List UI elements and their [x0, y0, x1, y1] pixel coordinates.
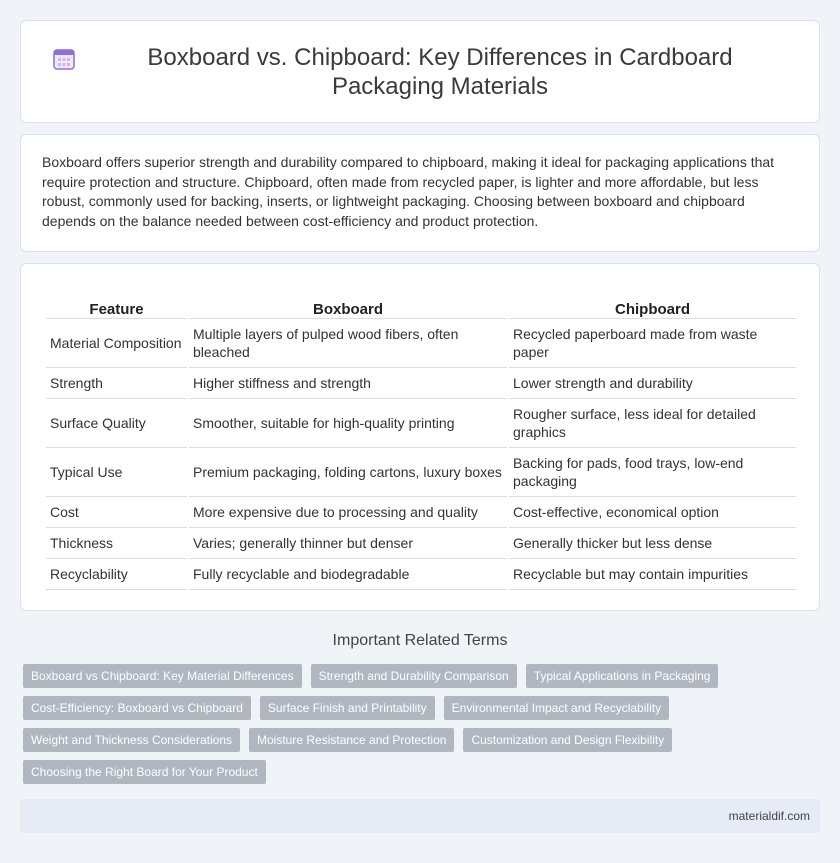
chipboard-cell: Cost-effective, economical option — [509, 497, 796, 528]
related-term-tag[interactable]: Moisture Resistance and Protection — [249, 728, 454, 752]
page-title: Boxboard vs. Chipboard: Key Differences in Cardboard Packaging Materials — [147, 43, 733, 100]
table-row — [46, 399, 796, 448]
related-term-tag[interactable]: Weight and Thickness Considerations — [23, 728, 240, 752]
related-term-tag[interactable]: Cost-Efficiency: Boxboard vs Chipboard — [23, 696, 251, 720]
boxboard-cell: Varies; generally thinner but denser — [189, 528, 507, 559]
header-card — [20, 20, 820, 123]
feature-cell: Strength — [46, 368, 187, 399]
related-terms-title: Important Related Terms — [332, 632, 508, 649]
related-term-tag[interactable]: Typical Applications in Packaging — [526, 664, 719, 688]
table-row — [46, 448, 796, 497]
chipboard-cell: Generally thicker but less dense — [509, 528, 796, 559]
related-term-tag[interactable]: Surface Finish and Printability — [260, 696, 435, 720]
boxboard-cell: Smoother, suitable for high-quality printing — [189, 399, 507, 448]
chipboard-cell: Recyclable but may contain impurities — [509, 559, 796, 590]
related-term-tag[interactable]: Strength and Durability Comparison — [311, 664, 517, 688]
footer-site-link[interactable]: materialdif.com — [728, 809, 810, 823]
feature-cell: Typical Use — [46, 448, 187, 497]
table-header-row — [46, 297, 796, 319]
table-row — [46, 528, 796, 559]
boxboard-cell: More expensive due to processing and quality — [189, 497, 507, 528]
comparison-table — [44, 297, 798, 590]
boxboard-cell: Higher stiffness and strength — [189, 368, 507, 399]
table-row — [46, 497, 796, 528]
related-terms-list — [23, 664, 823, 784]
related-term-tag[interactable]: Customization and Design Flexibility — [463, 728, 672, 752]
table-row — [46, 368, 796, 399]
boxboard-cell: Fully recyclable and biodegradable — [189, 559, 507, 590]
related-term-tag[interactable]: Environmental Impact and Recyclability — [444, 696, 669, 720]
feature-cell: Cost — [46, 497, 187, 528]
chipboard-cell: Rougher surface, less ideal for detailed graphics — [509, 399, 796, 448]
related-term-tag[interactable]: Boxboard vs Chipboard: Key Material Differences — [23, 664, 302, 688]
chipboard-cell: Backing for pads, food trays, low-end packaging — [509, 448, 796, 497]
footer — [20, 799, 820, 833]
boxboard-cell: Premium packaging, folding cartons, luxury boxes — [189, 448, 507, 497]
header-feature: Feature — [46, 297, 187, 319]
intro-card — [20, 134, 820, 252]
intro-text: Boxboard offers superior strength and durability compared to chipboard, making it ideal for packaging applications that require protection and structure. Chipboard, often made from recycled paper, is lighter and more affordable, but less robust, commonly used for backing, inserts, or lightweight packaging. Choosing between boxboard and chipboard depends on the balance needed between cost-efficiency and product protection. — [42, 154, 775, 229]
feature-cell: Material Composition — [46, 319, 187, 368]
chipboard-cell: Lower strength and durability — [509, 368, 796, 399]
comparison-table-card — [20, 263, 820, 611]
feature-cell: Recyclability — [46, 559, 187, 590]
chipboard-cell: Recycled paperboard made from waste paper — [509, 319, 796, 368]
header-boxboard: Boxboard — [189, 297, 507, 319]
feature-cell: Thickness — [46, 528, 187, 559]
boxboard-cell: Multiple layers of pulped wood fibers, often bleached — [189, 319, 507, 368]
table-row — [46, 319, 796, 368]
related-term-tag[interactable]: Choosing the Right Board for Your Product — [23, 760, 266, 784]
feature-cell: Surface Quality — [46, 399, 187, 448]
table-row — [46, 559, 796, 590]
calendar-icon — [50, 45, 78, 73]
header-chipboard: Chipboard — [509, 297, 796, 319]
